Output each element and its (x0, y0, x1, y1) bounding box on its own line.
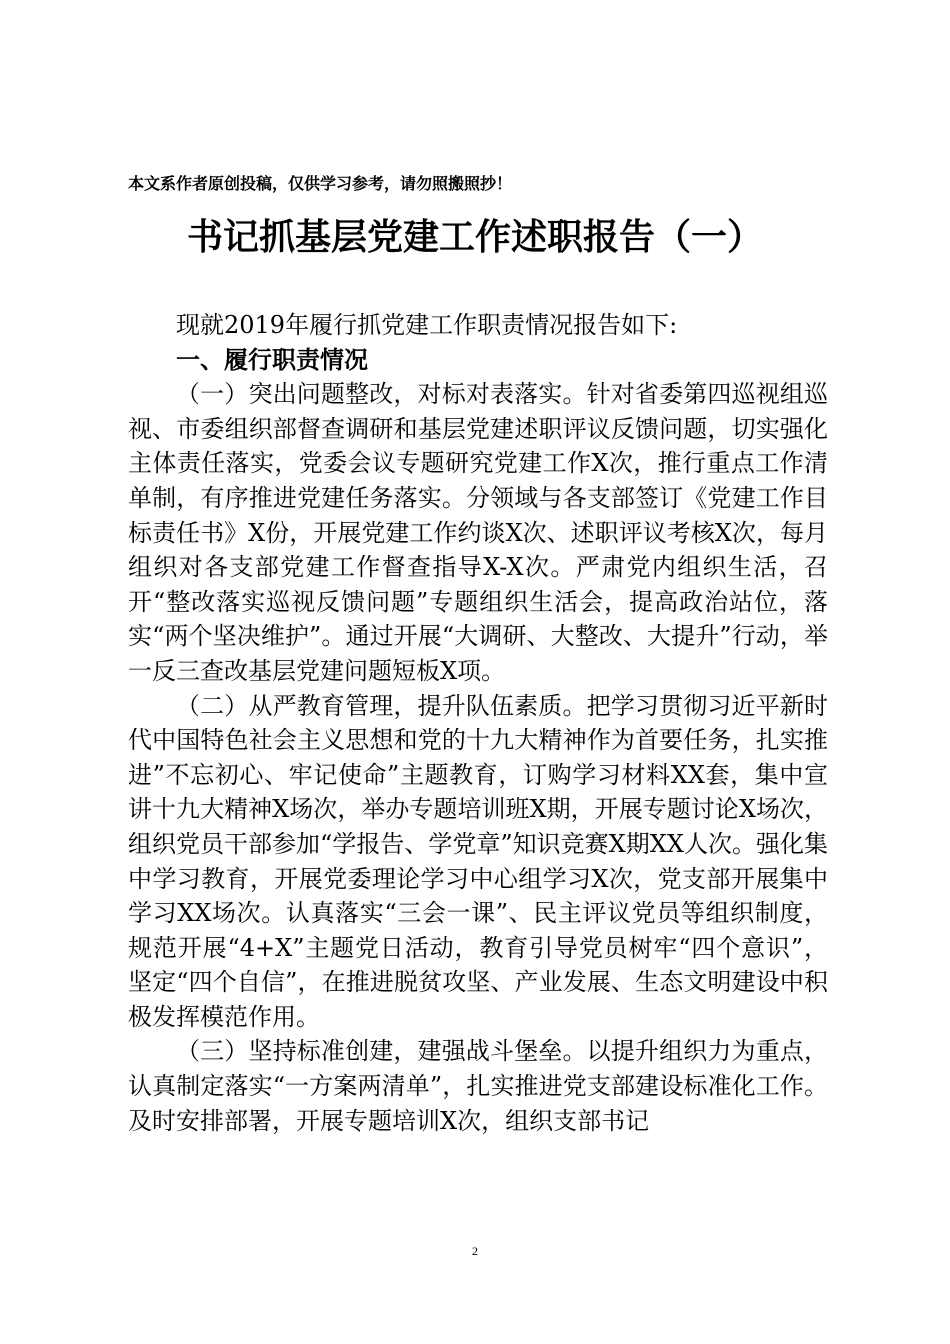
page-number: 2 (472, 1244, 478, 1258)
intro-paragraph: 现就2019年履行抓党建工作职责情况报告如下: (176, 311, 678, 339)
section-heading: 一、履行职责情况 (176, 345, 368, 374)
paragraph: （三）坚持标准创建，建强战斗堡垒。以提升组织力为重点，认真制定落实“一方案两清单”，扎实推进党支部建设标准化工作。及时安排部署，开展专题培训X次，组织支部书记 (128, 1037, 828, 1135)
paragraph: （一）突出问题整改，对标对表落实。针对省委第四巡视组巡视、市委组织部督查调研和基层党建述职评议反馈问题，切实强化主体责任落实，党委会议专题研究党建工作X次，推行重点工作清单制，有序推进党建任务落实。分领域与各支部签订《党建工作目标责任书》X份，开展党建工作约谈X次、述职评议考核X次，每月组织对各支部党建工作督查指导X-X次。严肃党内组织生活，召开“整改落实巡视反馈问题”专题组织生活会，提高政治站位，落实“两个坚决维护”。通过开展“大调研、大整改、大提升”行动，举一反三查改基层党建问题短板X项。 (128, 380, 828, 685)
paragraph: （二）从严教育管理，提升队伍素质。把学习贯彻习近平新时代中国特色社会主义思想和党的十九大精神作为首要任务，扎实推进”不忘初心、牢记使命”主题教育，订购学习材料XX套，集中宣讲十九大精神X场次，举办专题培训班X期，开展专题讨论X场次，组织党员干部参加“学报告、学党章”知识竞赛X期XX人次。强化集中学习教育，开展党委理论学习中心组学习X次，党支部开展集中学习XX场次。认真落实“三会一课”、民主评议党员等组织制度，规范开展“4+X”主题党日活动，教育引导党员树牢“四个意识”，坚定“四个自信”，在推进脱贫攻坚、产业发展、生态文明建设中积极发挥模范作用。 (128, 691, 828, 1031)
page-title: 书记抓基层党建工作述职报告（一） (186, 216, 763, 258)
document-body (128, 308, 828, 1138)
copyright-notice: 本文系作者原创投稿，仅供学习参考，请勿照搬照抄！ (128, 174, 513, 193)
